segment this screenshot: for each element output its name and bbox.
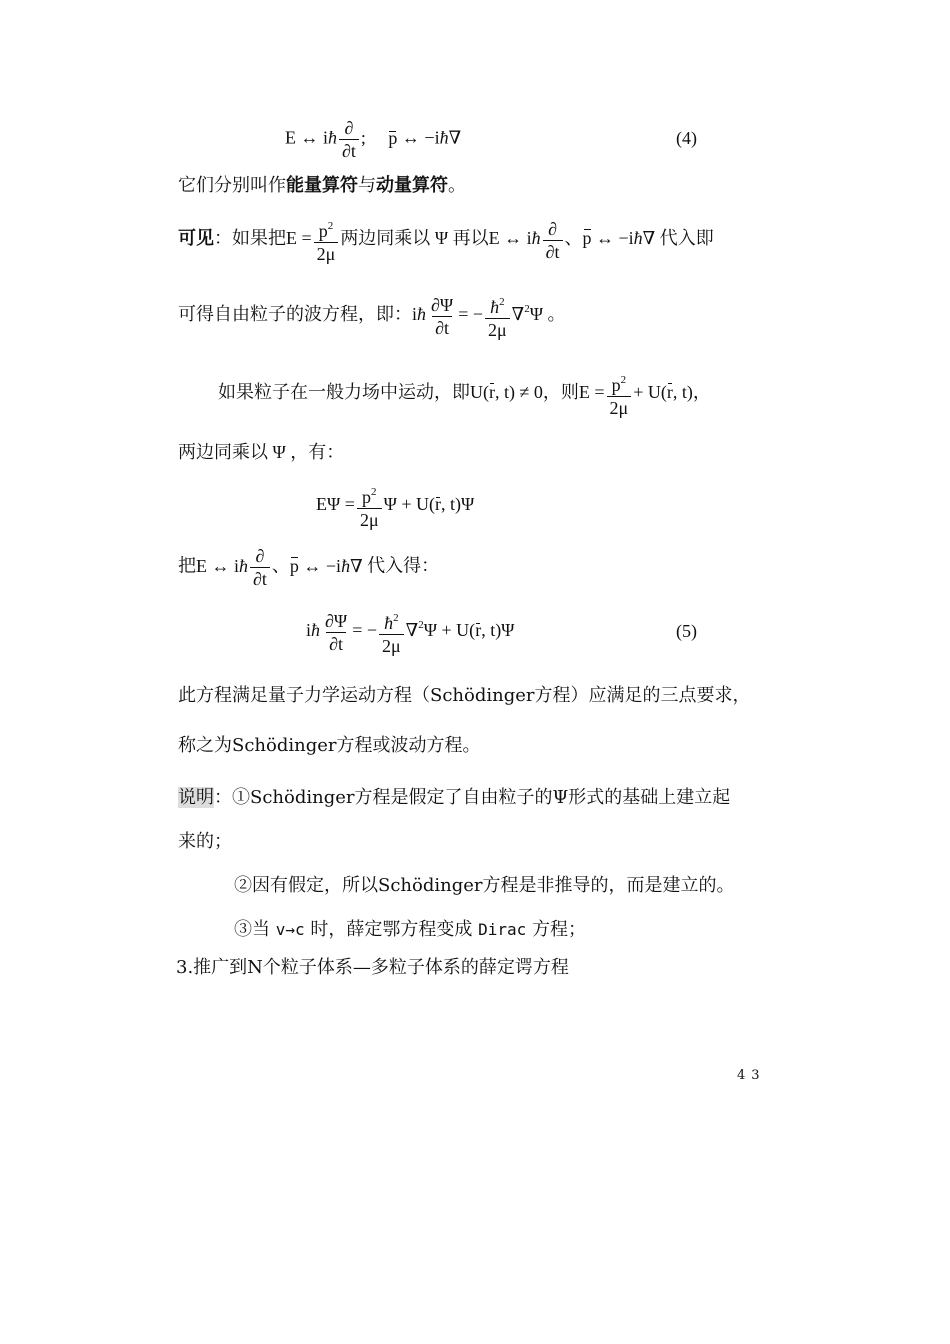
kejian-line: 可见：如果把E = $\frac{p^2}{2\mu}$ 两边同乘以 Ψ 再以E ↔ iħ $\frac{\partial}{\partial t}$ 、p ↔ −iħ∇ 代入即 <box>178 218 714 264</box>
paragraph-line-2: 称之为Schödinger方程或波动方程。 <box>178 735 481 756</box>
note-label: 说明 <box>178 787 214 808</box>
equation-energy-psi: EΨ = $\frac{p^2}{2\mu}$ Ψ + U(r, t)Ψ <box>316 486 475 530</box>
paragraph-line-1: 此方程满足量子力学运动方程（Schödinger方程）应满足的三点要求， <box>178 685 751 706</box>
substitute-line: 把E ↔ iħ $\frac{\partial}{\partial t}$ 、p ↔ −iħ∇ 代入得： <box>178 546 440 589</box>
equation-4-number: (4) <box>676 128 697 148</box>
note-item-3: ③当 v→c 时，薛定鄂方程变成 Dirac 方程； <box>234 919 587 940</box>
equation-5-number: (5) <box>676 621 697 641</box>
equation-4: E ↔ iħ $\frac{\partial}{\partial t}$ ; p ↔ −iħ∇ <box>285 118 462 161</box>
page-number: 43 <box>737 1068 766 1083</box>
note-item-2: ②因有假定，所以Schödinger方程是非推导的，而是建立的。 <box>234 875 735 896</box>
multiply-line: 两边同乘以 Ψ ，有： <box>178 442 345 463</box>
note-line-2: 来的； <box>178 831 232 852</box>
operators-line: 它们分别叫作能量算符与动量算符。 <box>178 175 466 196</box>
equation-5: iħ $\frac{\partial\Psi}{\partial t}$ = − $\frac{ħ^2}{2\mu}$ ∇$^2$Ψ + U(r, t)Ψ <box>306 610 515 656</box>
free-particle-line: 可得自由粒子的波方程，即：iħ $\frac{\partial\Psi}{\partial t}$ = − $\frac{ħ^2}{2\mu}$ ∇$^2$Ψ 。 <box>178 294 566 340</box>
general-field-line: 如果粒子在一般力场中运动，即U(r, t) ≠ 0，则E = $\frac{p^2}{2\mu}$ + U(r, t)， <box>218 374 711 418</box>
section-3-heading: 3.推广到N个粒子体系—多粒子体系的薛定谔方程 <box>176 957 569 978</box>
note-line-1: 说明：①Schödinger方程是假定了自由粒子的Ψ形式的基础上建立起 <box>178 787 731 808</box>
